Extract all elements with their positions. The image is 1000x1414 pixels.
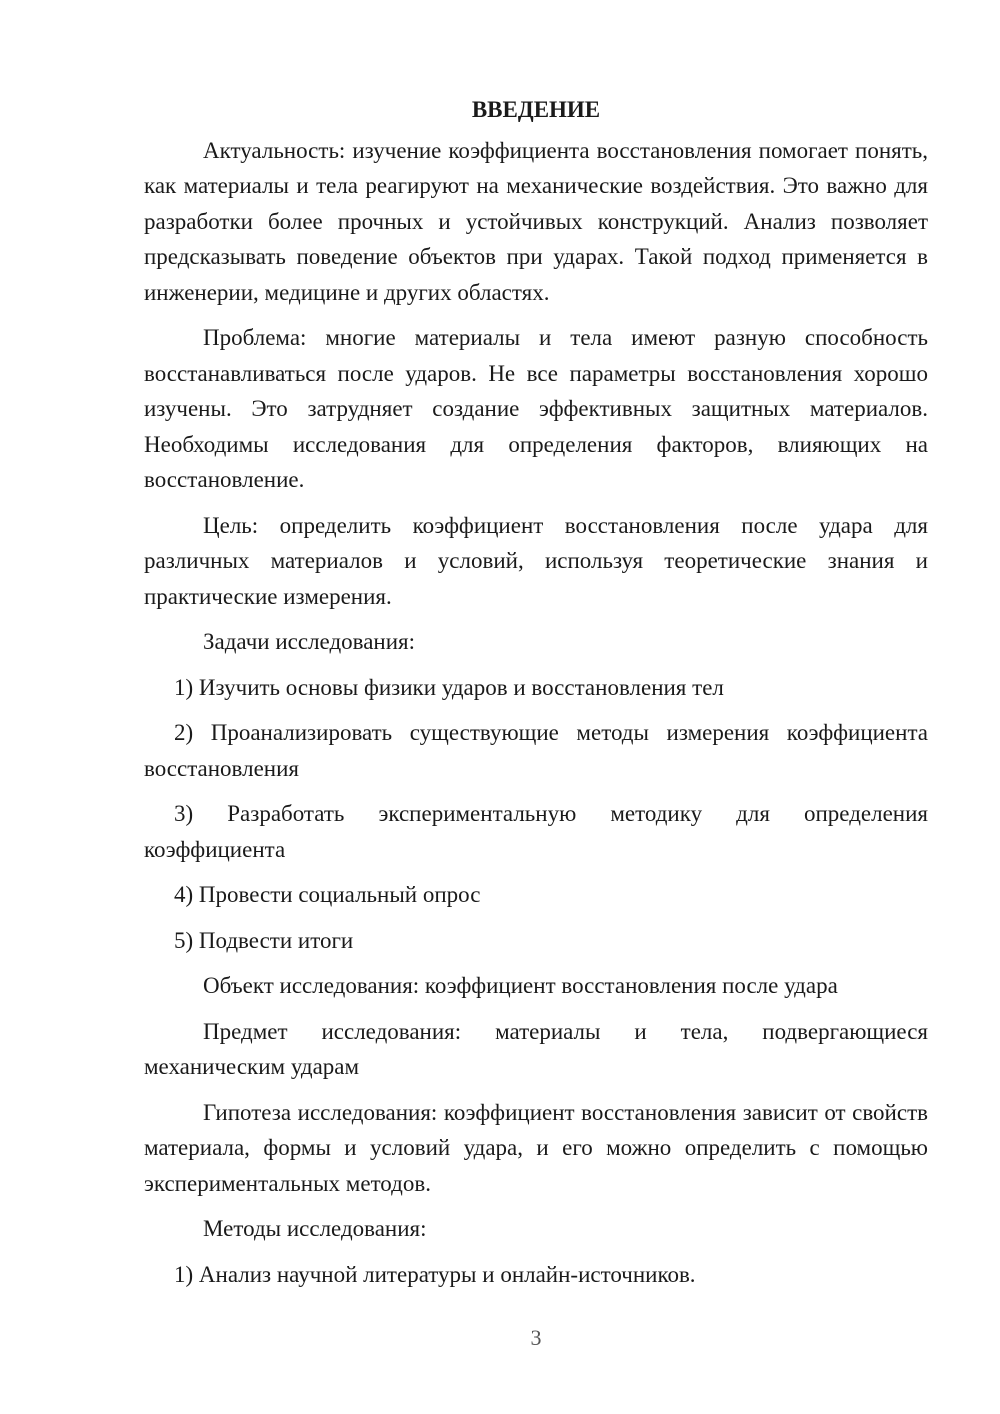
method-item: 1) Анализ научной литературы и онлайн-источников. <box>174 1261 696 1287</box>
task-item: 1) Изучить основы физики ударов и восстановления тел <box>174 674 724 700</box>
task-item: 4) Провести социальный опрос <box>174 882 481 907</box>
tasks-label: Задачи исследования: <box>203 629 416 654</box>
document-page <box>144 92 928 1302</box>
hypothesis-paragraph: Гипотеза исследования: коэффициент восстановления зависит от свойств материала, формы и условий удара, и его можно определить с помощью экспериментальных методов. <box>144 1099 928 1196</box>
goal-paragraph: Цель: определить коэффициент восстановления после удара для различных материалов и условий, используя теоретические знания и практические измерения. <box>144 512 928 609</box>
subject-paragraph: Предмет исследования: материалы и тела, подвергающиеся механическим ударам <box>144 1018 928 1079</box>
problem-paragraph: Проблема: многие материалы и тела имеют разную способность восстанавливаться после ударов. Не все параметры восстановления хорошо изучены. Это затрудняет создание эффективных защитных материалов. Необходимы исследования для определения факторов, влияющих на восстановление. <box>144 325 928 492</box>
section-heading: ВВЕДЕНИЕ <box>471 97 601 122</box>
task-item: 5) Подвести итоги <box>174 927 354 953</box>
task-item: 2) Проанализировать существующие методы измерения коэффициента восстановления <box>144 720 928 781</box>
task-item: 3) Разработать экспериментальную методику для определения коэффициента <box>144 801 928 862</box>
methods-label: Методы исследования: <box>203 1216 427 1241</box>
page-number: 3 <box>530 1325 542 1350</box>
object-paragraph: Объект исследования: коэффициент восстановления после удара <box>203 973 838 998</box>
relevance-paragraph: Актуальность: изучение коэффициента восстановления помогает понять, как материалы и тела реагируют на механические воздействия. Это важно для разработки более прочных и устойчивых конструкций. Анализ позволяет предсказывать поведение объектов при ударах. Такой подход применяется в инженерии, медицине и других областях. <box>144 137 928 305</box>
